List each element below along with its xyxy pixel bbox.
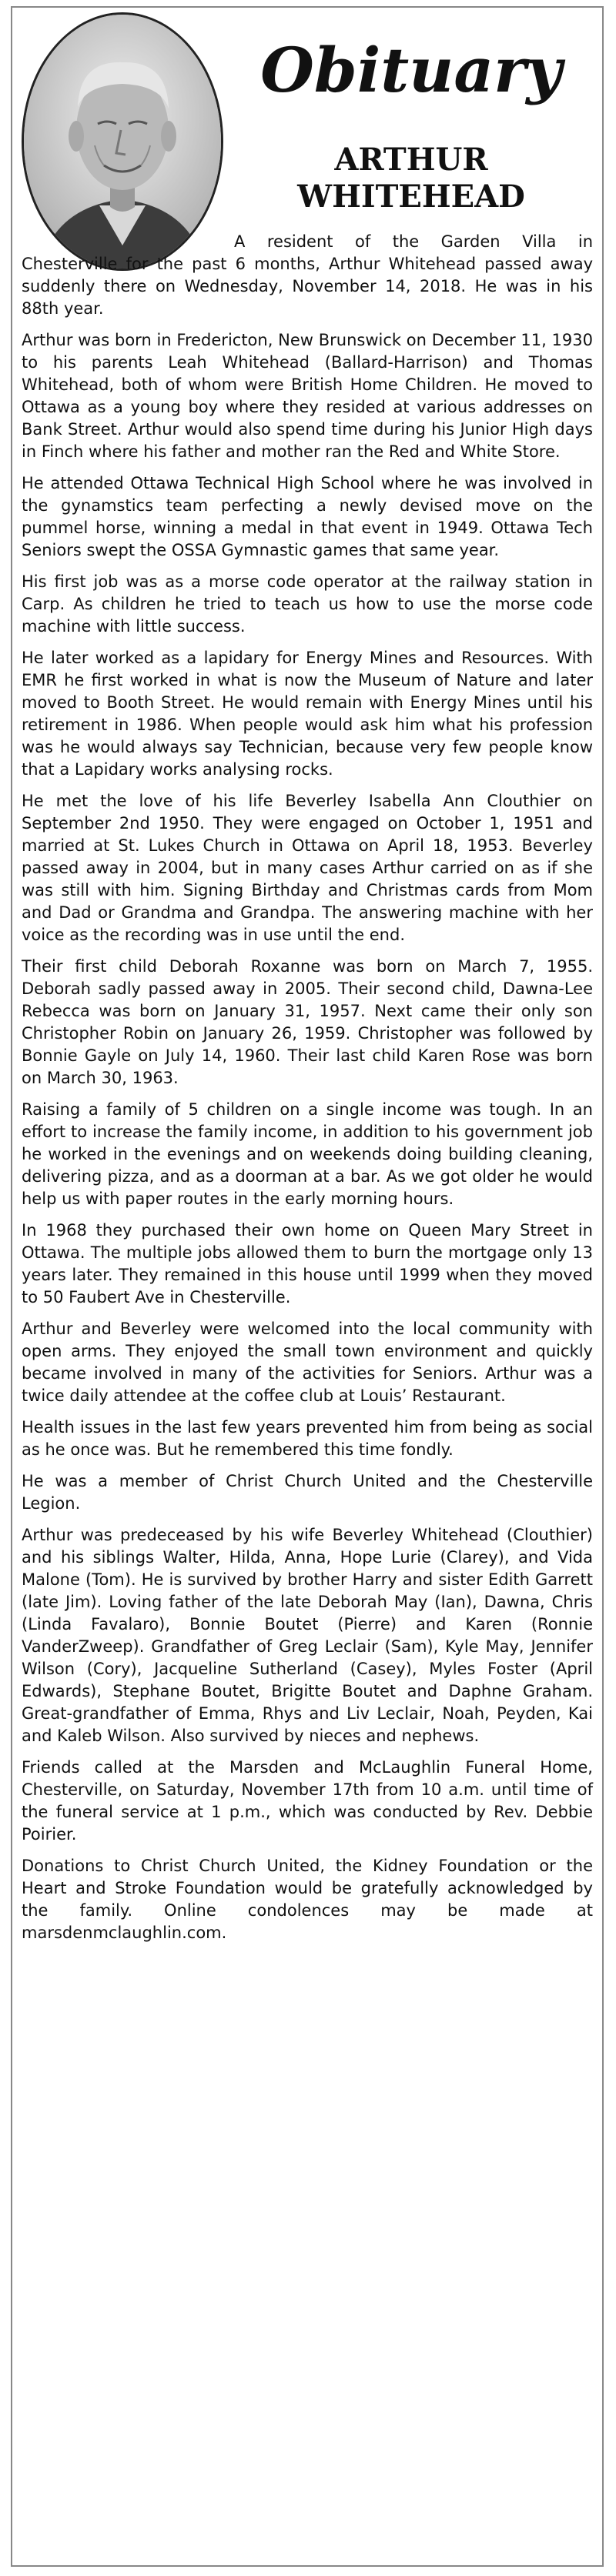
paragraph-7: Their first child Deborah Roxanne was born on March 7, 1955. Deborah sadly passed away in 2005. Their second child, Dawna-Lee Rebecca was born on January 31, 1957. Next came their only son Christopher Robin on January 26, 1959. Christopher was followed by Bonnie Gayle on July 14, 1960. Their last child Karen Rose was born on March 30, 1963. (22, 957, 593, 1087)
portrait-float (22, 12, 234, 235)
paragraph-15: Donations to Christ Church United, the Kidney Foundation or the Heart and Stroke Foundation would be gratefully acknowledged by the family. Online condolences may be made at marsdenmclaughlin.com. (22, 1857, 593, 1942)
paragraph-2: Arthur was born in Fredericton, New Brunswick on December 11, 1930 to his parents Leah Whitehead (Ballard-Harrison) and Thomas Whitehead, both of whom were British Home Children. He moved to Ottawa as a young boy where they resided at various addresses on Bank Street. Arthur would also spend time during his Junior High days in Finch where his father and mother ran the Red and White Store. (22, 331, 593, 461)
obituary-content (22, 12, 593, 2558)
obituary-title: Obituary (260, 34, 562, 106)
paragraph-4: His first job was as a morse code operator at the railway station in Carp. As children he tried to teach us how to use the morse code machine with little success. (22, 572, 593, 636)
paragraph-13: Arthur was predeceased by his wife Beverley Whitehead (Clouthier) and his siblings Walter, Hilda, Anna, Hope Lurie (Clarey), and Vida Malone (Tom). He is survived by brother Harry and sister Edith Garrett (late Jim). Loving father of the late Deborah May (Ian), Dawna, Chris (Linda Favalaro), Bonnie Boutet (Pierre) and Karen (Ronnie VanderZweep). Grandfather of Greg Leclair (Sam), Kyle May, Jennifer Wilson (Cory), Jacqueline Sutherland (Casey), Myles Foster (April Edwards), Stephane Boutet, Brigitte Boutet and Daphne Graham. Great-grandfather of Emma, Rhys and Liv Leclair, Noah, Peyden, Kai and Kaleb Wilson. Also survived by nieces and nephews. (22, 1526, 593, 1745)
paragraph-14: Friends called at the Marsden and McLaughlin Funeral Home, Chesterville, on Saturday, November 17th from 10 a.m. until time of the funeral service at 1 p.m., which was conducted by Rev. Debbie Poirier. (22, 1758, 593, 1844)
paragraph-5: He later worked as a lapidary for Energy Mines and Resources. With EMR he first worked in what is now the Museum of Nature and later moved to Booth Street. He would remain with Energy Mines until his retirement in 1986. When people would ask him what his profession was he would always say Technician, because very few people know that a Lapidary works analysing rocks. (22, 649, 593, 779)
name-line-1: ARTHUR (334, 142, 488, 178)
paragraph-10: Arthur and Beverley were welcomed into the local community with open arms. They enjoyed the small town environment and quickly became involved in many of the activities for Seniors. Arthur was a twice daily attendee at the coffee club at Louis’ Restaurant. (22, 1320, 593, 1405)
paragraph-6: He met the love of his life Beverley Isabella Ann Clouthier on September 2nd 1950. They were engaged on October 1, 1951 and married at St. Lukes Church in Ottawa on April 18, 1953. Beverley passed away in 2004, but in many cases Arthur carried on as if she was still with him. Signing Birthday and Christmas cards from Mom and Dad or Grandma and Grandpa. The answering machine with her voice as the recording was in use until the end. (22, 792, 593, 944)
name-line-2: WHITEHEAD (297, 179, 525, 215)
paragraph-9: In 1968 they purchased their own home on Queen Mary Street in Ottawa. The multiple jobs allowed them to burn the mortgage only 13 years later. They remained in this house until 1999 when they moved to 50 Faubert Ave in Chesterville. (22, 1221, 593, 1306)
obituary-text (22, 231, 593, 1944)
obituary-body (22, 12, 593, 1954)
paragraph-8: Raising a family of 5 children on a single income was tough. In an effort to increase the family income, in addition to his government job he worked in the evenings and on weekends doing building cleaning, delivering pizza, and as a doorman at a bar. As we got older he would help us with paper routes in the early morning hours. (22, 1100, 593, 1208)
paragraph-1: A resident of the Garden Villa in Chesterville for the past 6 months, Arthur Whitehead passed away suddenly there on Wednesday, November 14, 2018. He was in his 88th year. (22, 232, 593, 318)
obituary-frame (11, 6, 604, 2567)
paragraph-11: Health issues in the last few years prevented him from being as social as he once was. But he remembered this time fondly. (22, 1418, 593, 1459)
paragraph-3: He attended Ottawa Technical High School where he was involved in the gynamstics team perfecting a newly devised move on the pummel horse, winning a medal in that event in 1949. Ottawa Tech Seniors swept the OSSA Gymnastic games that same year. (22, 474, 593, 559)
paragraph-12: He was a member of Christ Church United and the Chesterville Legion. (22, 1472, 593, 1513)
